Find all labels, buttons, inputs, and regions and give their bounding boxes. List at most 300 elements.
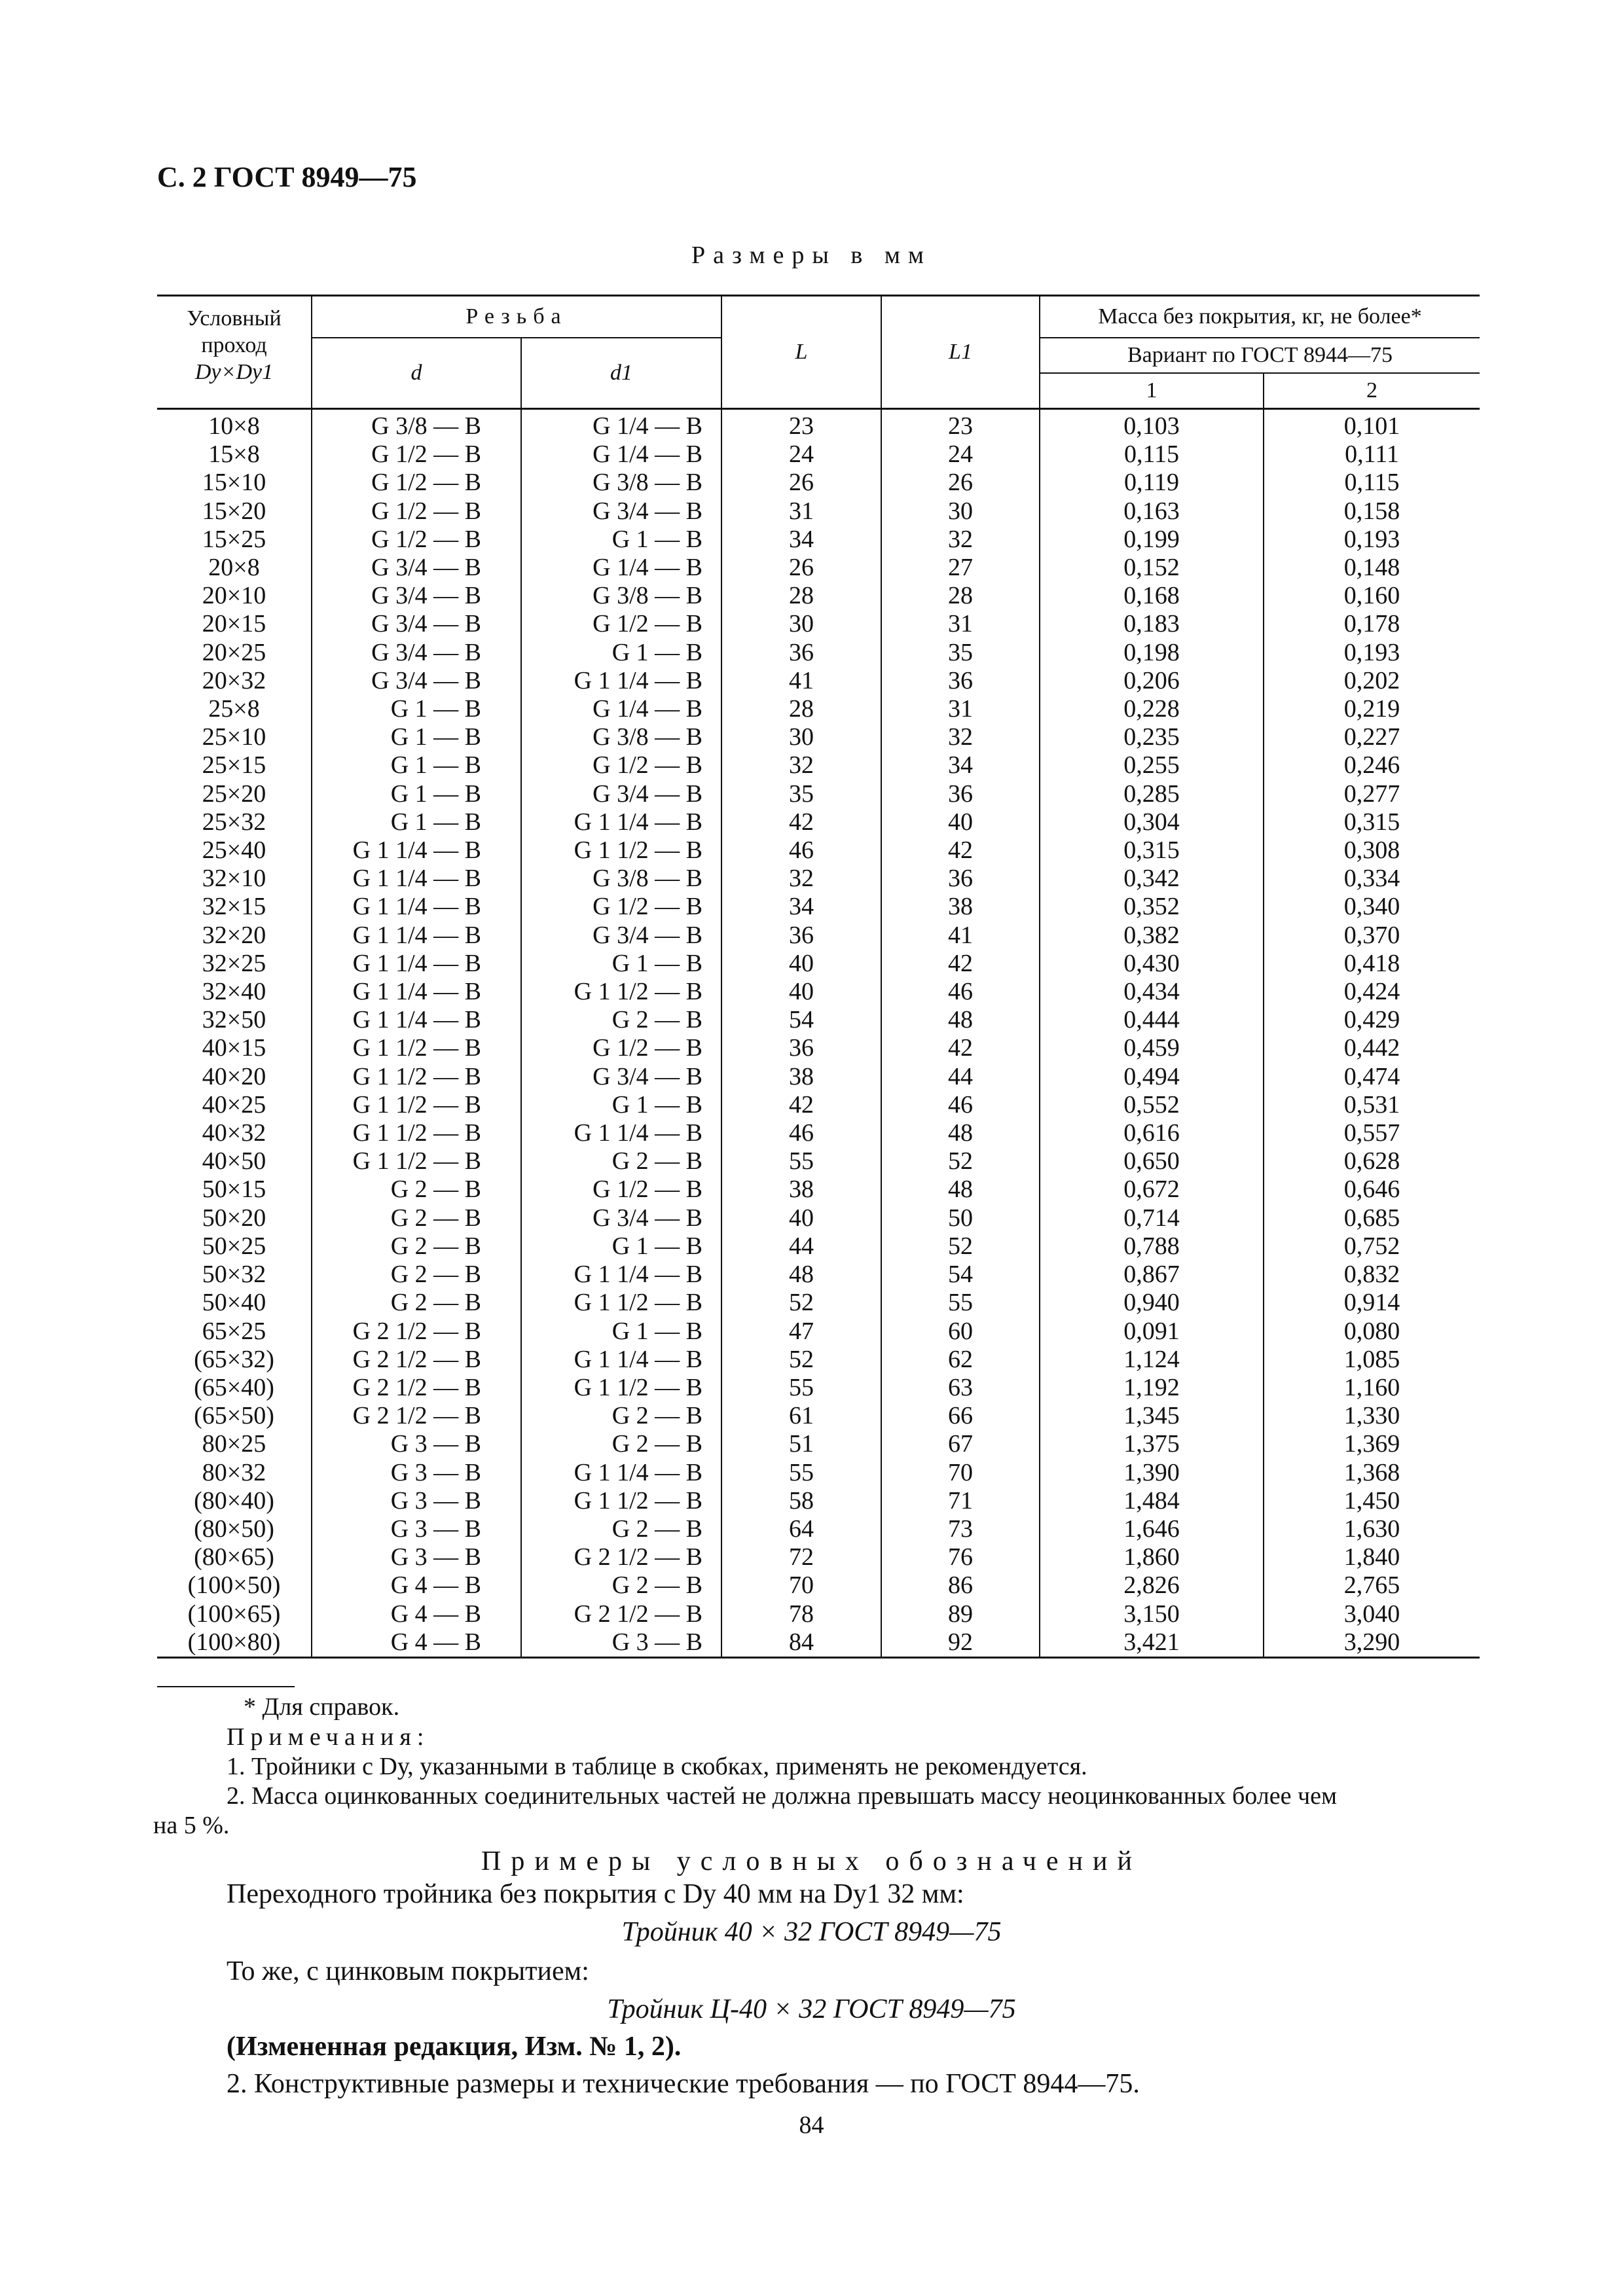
cell-length-L1: 26: [881, 469, 1040, 497]
cell-nominal: (100×50): [187, 1571, 281, 1600]
cell-length-L: 52: [721, 1289, 881, 1317]
cell-mass-variant-2: 0,832: [1264, 1261, 1480, 1289]
cell-length-L1: 86: [881, 1571, 1040, 1600]
cell-thread-d: G 2 — B: [312, 1289, 521, 1317]
table-row: [157, 836, 1480, 865]
document-header: С. 2 ГОСТ 8949—75: [157, 161, 417, 193]
cell-length-L1: 92: [881, 1628, 1040, 1658]
cell-nominal: 20×32: [202, 666, 266, 694]
cell-length-L1: 52: [881, 1232, 1040, 1261]
cell-length-L1: 34: [881, 751, 1040, 780]
cell-thread-d1: G 2 1/2 — B: [521, 1543, 721, 1571]
cell-length-L: 40: [721, 1204, 881, 1232]
cell-length-L: 40: [721, 950, 881, 978]
cell-thread-d: G 1 1/2 — B: [312, 1034, 521, 1062]
table-row: [157, 751, 1480, 780]
cell-nominal: 20×15: [202, 610, 266, 638]
cell-thread-d1: G 3 — B: [521, 1628, 721, 1658]
footnote: * Для справок.: [244, 1693, 400, 1721]
cell-length-L1: 70: [881, 1459, 1040, 1487]
cell-thread-d1: G 2 — B: [521, 1430, 721, 1458]
cell-mass-variant-1: 0,940: [1040, 1289, 1264, 1317]
cell-length-L: 41: [721, 667, 881, 695]
cell-thread-d: G 3 — B: [312, 1459, 521, 1487]
table-row: [157, 639, 1480, 667]
header-d1: d1: [521, 338, 721, 409]
cell-mass-variant-2: 0,424: [1264, 978, 1480, 1006]
cell-thread-d: G 1/2 — B: [312, 440, 521, 469]
cell-mass-variant-2: 0,914: [1264, 1289, 1480, 1317]
cell-thread-d: G 1 1/2 — B: [312, 1091, 521, 1119]
cell-thread-d1: G 2 — B: [521, 1147, 721, 1175]
cell-nominal: 25×15: [202, 751, 266, 780]
cell-nominal: 40×50: [202, 1147, 266, 1175]
cell-thread-d: G 1 1/4 — B: [312, 950, 521, 978]
cell-length-L: 46: [721, 1119, 881, 1147]
cell-mass-variant-2: 0,111: [1264, 440, 1480, 469]
cell-length-L1: 54: [881, 1261, 1040, 1289]
cell-length-L1: 36: [881, 667, 1040, 695]
cell-length-L: 47: [721, 1318, 881, 1346]
table-row: [157, 1232, 1480, 1261]
cell-length-L1: 32: [881, 526, 1040, 554]
cell-thread-d1: G 1/2 — B: [521, 893, 721, 921]
cell-mass-variant-1: 0,459: [1040, 1034, 1264, 1062]
cell-nominal: 25×20: [202, 780, 266, 808]
cell-mass-variant-1: 1,390: [1040, 1459, 1264, 1487]
cell-length-L1: 31: [881, 610, 1040, 638]
cell-thread-d1: G 3/4 — B: [521, 922, 721, 950]
cell-thread-d: G 3/4 — B: [312, 639, 521, 667]
cell-thread-d1: G 1 1/2 — B: [521, 836, 721, 865]
cell-length-L: 36: [721, 922, 881, 950]
cell-thread-d: G 1 1/4 — B: [312, 978, 521, 1006]
cell-thread-d: G 1 1/2 — B: [312, 1063, 521, 1091]
cell-nominal: 50×15: [202, 1175, 266, 1204]
cell-thread-d: G 4 — B: [312, 1600, 521, 1628]
cell-length-L1: 62: [881, 1346, 1040, 1374]
cell-thread-d1: G 3/4 — B: [521, 780, 721, 808]
cell-length-L: 23: [721, 409, 881, 441]
cell-length-L: 70: [721, 1571, 881, 1600]
header-nominal: [157, 296, 312, 409]
table-row: [157, 1374, 1480, 1402]
table-row: [157, 1147, 1480, 1175]
cell-mass-variant-2: 0,474: [1264, 1063, 1480, 1091]
cell-mass-variant-1: 0,672: [1040, 1175, 1264, 1204]
cell-length-L1: 36: [881, 780, 1040, 808]
table-row: [157, 497, 1480, 526]
cell-nominal: 50×25: [202, 1232, 266, 1260]
header-L: L: [721, 296, 881, 409]
cell-length-L: 72: [721, 1543, 881, 1571]
cell-mass-variant-2: 0,531: [1264, 1091, 1480, 1119]
example-2-text: То же, с цинковым покрытием:: [227, 1956, 589, 1986]
cell-mass-variant-2: 0,418: [1264, 950, 1480, 978]
cell-length-L1: 66: [881, 1402, 1040, 1430]
cell-nominal: (100×80): [187, 1628, 281, 1656]
cell-thread-d1: G 3/4 — B: [521, 497, 721, 526]
cell-mass-variant-2: 0,752: [1264, 1232, 1480, 1261]
cell-length-L1: 42: [881, 950, 1040, 978]
cell-mass-variant-1: 0,235: [1040, 723, 1264, 751]
cell-length-L: 30: [721, 610, 881, 638]
cell-thread-d1: G 1 1/4 — B: [521, 1346, 721, 1374]
cell-length-L1: 50: [881, 1204, 1040, 1232]
cell-nominal: 65×25: [202, 1317, 266, 1345]
table-row: [157, 950, 1480, 978]
cell-thread-d: G 1 1/4 — B: [312, 922, 521, 950]
cell-length-L1: 52: [881, 1147, 1040, 1175]
note-2-continuation: на 5 %.: [153, 1812, 230, 1839]
cell-thread-d: G 2 — B: [312, 1232, 521, 1261]
cell-nominal: 40×15: [202, 1034, 266, 1062]
cell-length-L: 34: [721, 893, 881, 921]
cell-mass-variant-2: 0,202: [1264, 667, 1480, 695]
cell-nominal: 32×15: [202, 893, 266, 921]
cell-mass-variant-1: 1,192: [1040, 1374, 1264, 1402]
cell-thread-d: G 2 1/2 — B: [312, 1374, 521, 1402]
table-row: [157, 1006, 1480, 1034]
cell-length-L1: 31: [881, 695, 1040, 723]
cell-thread-d: G 2 1/2 — B: [312, 1402, 521, 1430]
cell-mass-variant-2: 0,315: [1264, 808, 1480, 836]
cell-length-L1: 42: [881, 836, 1040, 865]
cell-mass-variant-1: 0,714: [1040, 1204, 1264, 1232]
cell-thread-d1: G 1/2 — B: [521, 610, 721, 638]
note-2: 2. Масса оцинкованных соединительных частей не должна превышать массу неоцинкованных более чем: [227, 1782, 1337, 1810]
cell-thread-d1: G 1 1/4 — B: [521, 1459, 721, 1487]
cell-nominal: 10×8: [208, 412, 260, 440]
cell-mass-variant-1: 0,342: [1040, 865, 1264, 893]
table-row: [157, 723, 1480, 751]
cell-thread-d1: G 3/4 — B: [521, 1204, 721, 1232]
cell-mass-variant-1: 0,183: [1040, 610, 1264, 638]
cell-mass-variant-2: 0,334: [1264, 865, 1480, 893]
cell-thread-d1: G 1 — B: [521, 639, 721, 667]
cell-nominal: 80×32: [202, 1458, 266, 1486]
cell-mass-variant-1: 1,124: [1040, 1346, 1264, 1374]
cell-length-L1: 27: [881, 554, 1040, 582]
cell-thread-d1: G 1 — B: [521, 1318, 721, 1346]
cell-mass-variant-1: 2,826: [1040, 1571, 1264, 1600]
cell-thread-d: G 1 1/4 — B: [312, 865, 521, 893]
cell-thread-d: G 3 — B: [312, 1515, 521, 1543]
cell-length-L: 64: [721, 1515, 881, 1543]
cell-thread-d1: G 1 1/4 — B: [521, 1261, 721, 1289]
dimensions-table: [157, 295, 1480, 1659]
cell-mass-variant-1: 0,650: [1040, 1147, 1264, 1175]
cell-mass-variant-2: 0,148: [1264, 554, 1480, 582]
cell-mass-variant-2: 0,227: [1264, 723, 1480, 751]
cell-length-L: 55: [721, 1459, 881, 1487]
header-d: d: [312, 338, 521, 409]
cell-thread-d1: G 2 — B: [521, 1515, 721, 1543]
cell-thread-d: G 1 1/4 — B: [312, 836, 521, 865]
table-row: [157, 1091, 1480, 1119]
cell-thread-d1: G 1 — B: [521, 950, 721, 978]
cell-mass-variant-1: 0,152: [1040, 554, 1264, 582]
cell-mass-variant-1: 1,646: [1040, 1515, 1264, 1543]
cell-mass-variant-1: 0,444: [1040, 1006, 1264, 1034]
dimensions-table-container: [157, 295, 1480, 1659]
cell-mass-variant-1: 0,228: [1040, 695, 1264, 723]
cell-length-L: 78: [721, 1600, 881, 1628]
cell-thread-d: G 4 — B: [312, 1628, 521, 1658]
cell-nominal: 20×10: [202, 582, 266, 610]
cell-length-L1: 89: [881, 1600, 1040, 1628]
table-row: [157, 695, 1480, 723]
table-row: [157, 1204, 1480, 1232]
cell-length-L: 34: [721, 526, 881, 554]
header-variant-2: 2: [1264, 373, 1480, 409]
cell-length-L1: 48: [881, 1119, 1040, 1147]
cell-nominal: (80×50): [194, 1515, 274, 1543]
cell-nominal: 15×10: [202, 469, 266, 497]
table-row: [157, 1346, 1480, 1374]
cell-mass-variant-2: 3,040: [1264, 1600, 1480, 1628]
footnote-rule: [157, 1686, 295, 1687]
header-nominal-label: Условный проход: [187, 306, 282, 357]
page-number: 84: [799, 2111, 824, 2139]
cell-length-L: 28: [721, 582, 881, 610]
cell-thread-d1: G 2 — B: [521, 1402, 721, 1430]
cell-mass-variant-2: 0,557: [1264, 1119, 1480, 1147]
cell-mass-variant-1: 0,382: [1040, 922, 1264, 950]
cell-length-L1: 23: [881, 409, 1040, 441]
table-row: [157, 554, 1480, 582]
cell-mass-variant-2: 0,101: [1264, 409, 1480, 441]
cell-thread-d: G 2 — B: [312, 1204, 521, 1232]
header-nominal-formula: Dy×Dy1: [194, 359, 274, 384]
cell-thread-d1: G 1/4 — B: [521, 409, 721, 441]
table-row: [157, 526, 1480, 554]
cell-nominal: 32×50: [202, 1006, 266, 1034]
cell-length-L: 84: [721, 1628, 881, 1658]
table-row: [157, 922, 1480, 950]
cell-nominal: 80×25: [202, 1430, 266, 1458]
cell-length-L: 32: [721, 865, 881, 893]
table-row: [157, 1430, 1480, 1458]
table-row: [157, 1261, 1480, 1289]
cell-nominal: 32×20: [202, 921, 266, 949]
cell-mass-variant-1: 3,421: [1040, 1628, 1264, 1658]
cell-thread-d1: G 1 1/2 — B: [521, 1374, 721, 1402]
cell-length-L: 55: [721, 1147, 881, 1175]
cell-length-L: 36: [721, 1034, 881, 1062]
cell-mass-variant-1: 0,119: [1040, 469, 1264, 497]
cell-mass-variant-2: 0,628: [1264, 1147, 1480, 1175]
cell-thread-d1: G 3/8 — B: [521, 865, 721, 893]
cell-mass-variant-1: 0,285: [1040, 780, 1264, 808]
cell-thread-d: G 1 1/4 — B: [312, 893, 521, 921]
cell-mass-variant-2: 1,330: [1264, 1402, 1480, 1430]
cell-length-L1: 24: [881, 440, 1040, 469]
cell-nominal: 50×40: [202, 1289, 266, 1317]
cell-nominal: (65×32): [194, 1345, 274, 1373]
cell-mass-variant-1: 0,552: [1040, 1091, 1264, 1119]
cell-nominal: 50×32: [202, 1261, 266, 1289]
cell-nominal: (65×40): [194, 1373, 274, 1401]
cell-length-L1: 28: [881, 582, 1040, 610]
cell-mass-variant-1: 0,255: [1040, 751, 1264, 780]
cell-length-L: 55: [721, 1374, 881, 1402]
cell-nominal: 50×20: [202, 1204, 266, 1232]
cell-length-L: 36: [721, 639, 881, 667]
cell-mass-variant-2: 1,630: [1264, 1515, 1480, 1543]
cell-mass-variant-1: 0,163: [1040, 497, 1264, 526]
cell-length-L1: 48: [881, 1006, 1040, 1034]
cell-length-L1: 38: [881, 893, 1040, 921]
cell-length-L1: 67: [881, 1430, 1040, 1458]
cell-length-L: 31: [721, 497, 881, 526]
cell-mass-variant-2: 0,193: [1264, 526, 1480, 554]
cell-thread-d: G 3/4 — B: [312, 610, 521, 638]
cell-nominal: 32×25: [202, 949, 266, 977]
cell-mass-variant-2: 1,368: [1264, 1459, 1480, 1487]
cell-mass-variant-1: 0,198: [1040, 639, 1264, 667]
table-row: [157, 1571, 1480, 1600]
cell-length-L: 40: [721, 978, 881, 1006]
cell-length-L: 28: [721, 695, 881, 723]
cell-length-L1: 71: [881, 1487, 1040, 1515]
cell-thread-d: G 2 — B: [312, 1261, 521, 1289]
cell-mass-variant-2: 0,442: [1264, 1034, 1480, 1062]
cell-mass-variant-2: 0,193: [1264, 639, 1480, 667]
cell-mass-variant-1: 0,199: [1040, 526, 1264, 554]
table-row: [157, 469, 1480, 497]
cell-thread-d1: G 1/4 — B: [521, 554, 721, 582]
header-variant: Вариант по ГОСТ 8944—75: [1040, 338, 1480, 373]
table-row: [157, 1487, 1480, 1515]
cell-mass-variant-1: 0,103: [1040, 409, 1264, 441]
cell-thread-d1: G 1 — B: [521, 1232, 721, 1261]
cell-nominal: 20×8: [208, 554, 260, 582]
cell-thread-d: G 1 1/2 — B: [312, 1147, 521, 1175]
cell-thread-d: G 3/4 — B: [312, 582, 521, 610]
cell-mass-variant-1: 0,788: [1040, 1232, 1264, 1261]
cell-thread-d: G 2 1/2 — B: [312, 1318, 521, 1346]
table-row: [157, 1600, 1480, 1628]
cell-mass-variant-2: 1,369: [1264, 1430, 1480, 1458]
cell-length-L1: 63: [881, 1374, 1040, 1402]
cell-length-L: 42: [721, 1091, 881, 1119]
cell-mass-variant-2: 1,840: [1264, 1543, 1480, 1571]
cell-mass-variant-1: 0,206: [1040, 667, 1264, 695]
cell-thread-d1: G 1/4 — B: [521, 440, 721, 469]
cell-nominal: (80×65): [194, 1543, 274, 1571]
cell-thread-d1: G 2 — B: [521, 1571, 721, 1600]
cell-thread-d1: G 3/8 — B: [521, 469, 721, 497]
cell-mass-variant-1: 0,091: [1040, 1318, 1264, 1346]
cell-mass-variant-2: 0,370: [1264, 922, 1480, 950]
table-row: [157, 1628, 1480, 1658]
table-row: [157, 582, 1480, 610]
cell-thread-d: G 3/4 — B: [312, 554, 521, 582]
cell-mass-variant-2: 0,246: [1264, 751, 1480, 780]
cell-mass-variant-1: 1,375: [1040, 1430, 1264, 1458]
header-thread: Резьба: [312, 296, 721, 338]
cell-nominal: 15×20: [202, 497, 266, 525]
cell-mass-variant-2: 0,277: [1264, 780, 1480, 808]
example-2-designation: Тройник Ц-40 × 32 ГОСТ 8949—75: [607, 1994, 1016, 2024]
cell-nominal: 32×10: [202, 865, 266, 893]
table-row: [157, 1515, 1480, 1543]
table-row: [157, 1543, 1480, 1571]
header-L1: L1: [881, 296, 1040, 409]
cell-nominal: 25×32: [202, 808, 266, 836]
cell-thread-d: G 3 — B: [312, 1430, 521, 1458]
section-item-2: 2. Конструктивные размеры и технические требования — по ГОСТ 8944—75.: [227, 2069, 1140, 2099]
cell-mass-variant-2: 0,429: [1264, 1006, 1480, 1034]
cell-nominal: (80×40): [194, 1486, 274, 1515]
cell-length-L1: 46: [881, 978, 1040, 1006]
cell-nominal: 40×25: [202, 1090, 266, 1119]
table-row: [157, 808, 1480, 836]
cell-mass-variant-2: 3,290: [1264, 1628, 1480, 1658]
cell-length-L1: 35: [881, 639, 1040, 667]
table-row: [157, 1175, 1480, 1204]
cell-nominal: 32×40: [202, 978, 266, 1006]
cell-mass-variant-1: 0,616: [1040, 1119, 1264, 1147]
cell-thread-d: G 1 — B: [312, 695, 521, 723]
cell-length-L1: 60: [881, 1318, 1040, 1346]
table-row: [157, 780, 1480, 808]
cell-mass-variant-1: 0,115: [1040, 440, 1264, 469]
cell-thread-d1: G 3/8 — B: [521, 723, 721, 751]
table-row: [157, 667, 1480, 695]
cell-length-L: 46: [721, 836, 881, 865]
cell-thread-d1: G 1/4 — B: [521, 695, 721, 723]
table-row: [157, 893, 1480, 921]
table-row: [157, 409, 1480, 441]
table-row: [157, 865, 1480, 893]
cell-thread-d1: G 2 1/2 — B: [521, 1600, 721, 1628]
table-row: [157, 1119, 1480, 1147]
cell-thread-d: G 1 — B: [312, 751, 521, 780]
cell-mass-variant-2: 1,160: [1264, 1374, 1480, 1402]
cell-length-L1: 48: [881, 1175, 1040, 1204]
cell-length-L: 51: [721, 1430, 881, 1458]
cell-thread-d1: G 1/2 — B: [521, 1034, 721, 1062]
cell-thread-d1: G 1 — B: [521, 1091, 721, 1119]
cell-length-L: 42: [721, 808, 881, 836]
cell-length-L1: 76: [881, 1543, 1040, 1571]
cell-thread-d: G 1/2 — B: [312, 469, 521, 497]
cell-length-L: 24: [721, 440, 881, 469]
table-row: [157, 1034, 1480, 1062]
cell-mass-variant-2: 0,340: [1264, 893, 1480, 921]
cell-thread-d: G 3/8 — B: [312, 409, 521, 441]
cell-nominal: 40×32: [202, 1119, 266, 1147]
cell-mass-variant-1: 1,345: [1040, 1402, 1264, 1430]
cell-length-L: 26: [721, 469, 881, 497]
table-row: [157, 1318, 1480, 1346]
cell-mass-variant-1: 0,494: [1040, 1063, 1264, 1091]
cell-thread-d: G 3 — B: [312, 1543, 521, 1571]
cell-mass-variant-2: 0,646: [1264, 1175, 1480, 1204]
units-caption: Размеры в мм: [691, 242, 932, 269]
cell-length-L: 38: [721, 1175, 881, 1204]
cell-mass-variant-2: 0,685: [1264, 1204, 1480, 1232]
cell-thread-d1: G 1 1/2 — B: [521, 1487, 721, 1515]
table-row: [157, 1063, 1480, 1091]
cell-thread-d1: G 1/2 — B: [521, 1175, 721, 1204]
cell-nominal: 25×8: [208, 695, 260, 723]
table-row: [157, 1402, 1480, 1430]
cell-mass-variant-1: 0,304: [1040, 808, 1264, 836]
cell-mass-variant-2: 0,160: [1264, 582, 1480, 610]
